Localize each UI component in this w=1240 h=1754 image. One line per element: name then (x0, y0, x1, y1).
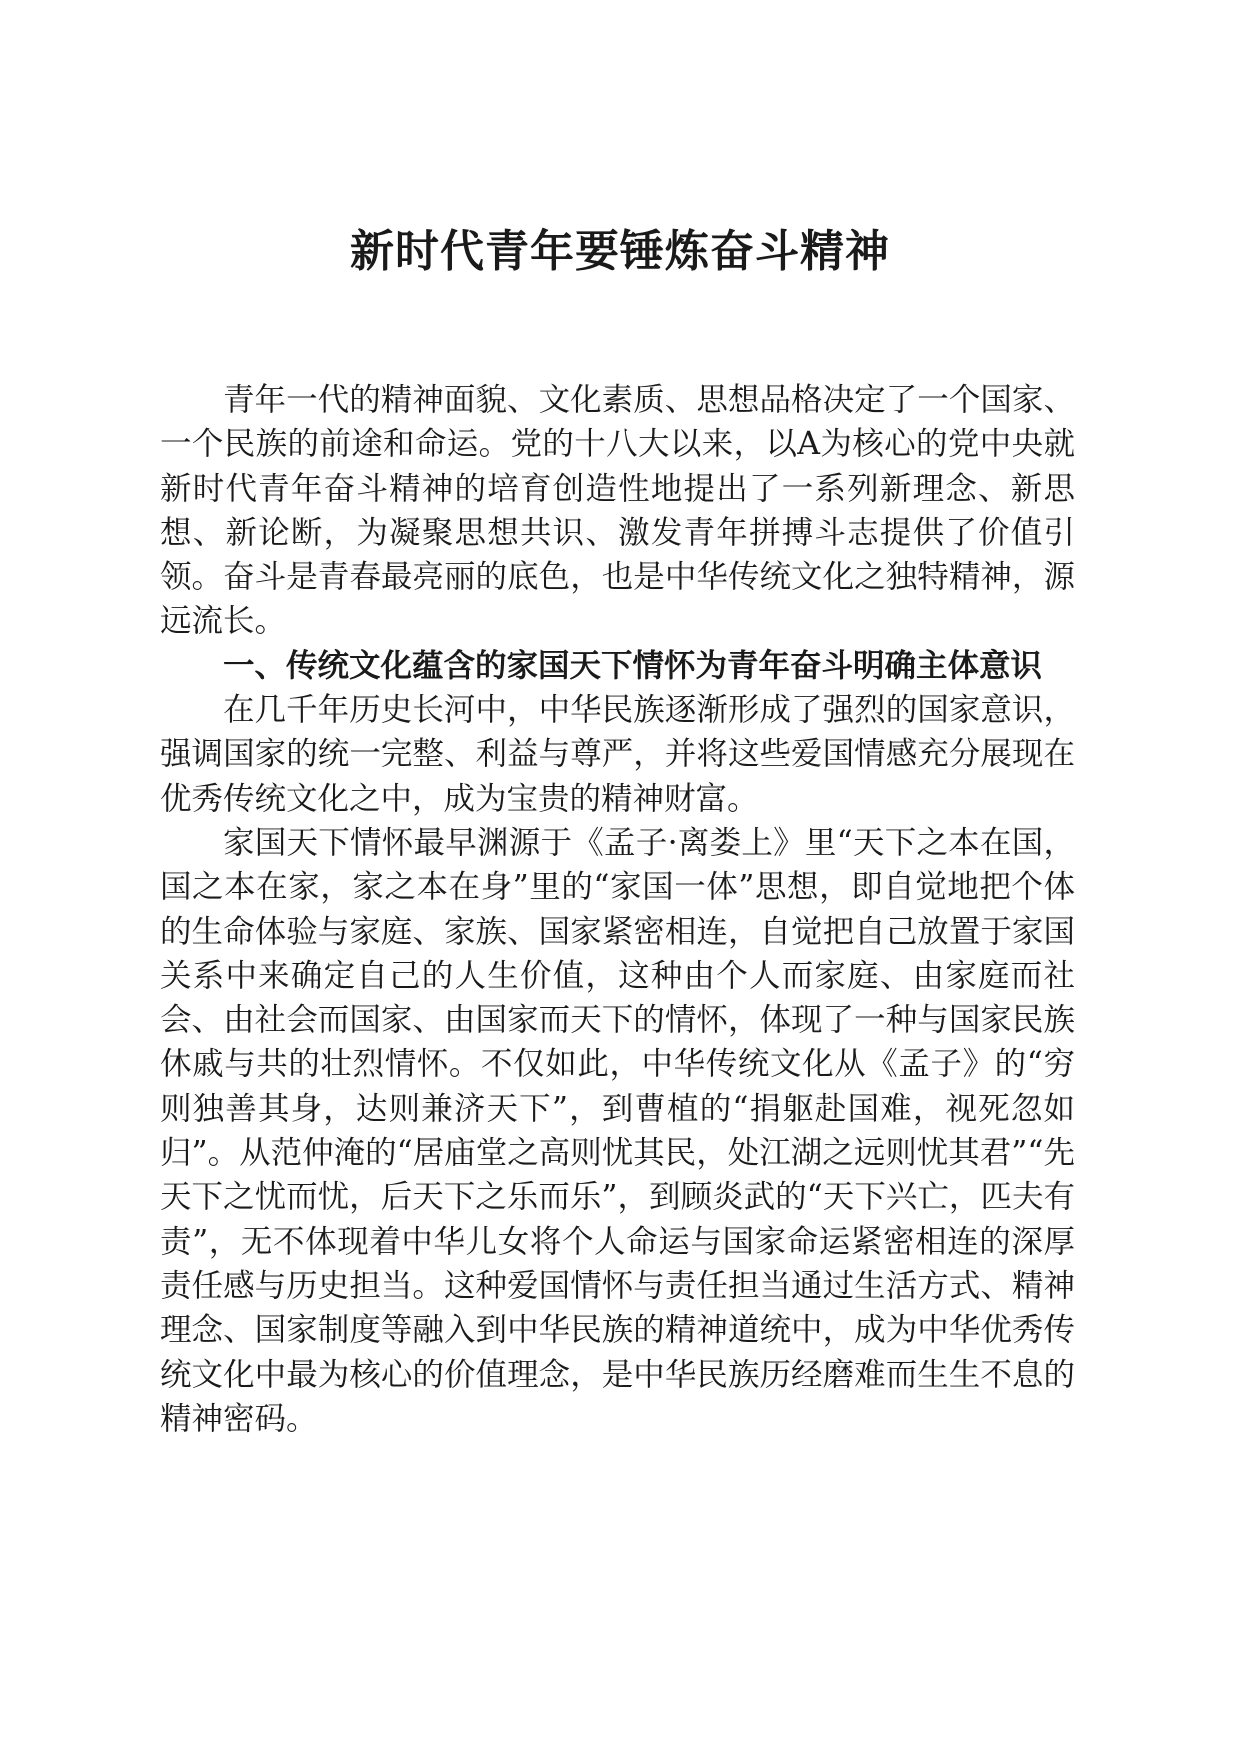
intro-paragraph: 青年一代的精神面貌、文化素质、思想品格决定了一个国家、一个民族的前途和命运。党的十八大以来，以A为核心的党中央就新时代青年奋斗精神的培育创造性地提出了一系列新理念、新思想、新论断，为凝聚思想共识、激发青年拼搏斗志提供了价值引领。奋斗是青春最亮丽的底色，也是中华传统文化之独特精神，源远流长。 (160, 382, 1075, 640)
section-paragraph: 家国天下情怀最早渊源于《孟子·离娄上》里“天下之本在国，国之本在家，家之本在身”里的“家国一体”思想，即自觉地把个体的生命体验与家庭、家族、国家紧密相连，自觉把自己放置于家国关系中来确定自己的人生价值，这种由个人而家庭、由家庭而社会、由社会而国家、由国家而天下的情怀，体现了一种与国家民族休戚与共的壮烈情怀。不仅如此，中华传统文化从《孟子》的“穷则独善其身，达则兼济天下”，到曹植的“捐躯赴国难，视死忽如归”。从范仲淹的“居庙堂之高则忧其民，处江湖之远则忧其君”“先天下之忧而忧，后天下之乐而乐”，到顾炎武的“天下兴亡，匹夫有责”，无不体现着中华儿女将个人命运与国家命运紧密相连的深厚责任感与历史担当。这种爱国情怀与责任担当通过生活方式、精神理念、国家制度等融入到中华民族的精神道统中，成为中华优秀传统文化中最为核心的价值理念，是中华民族历经磨难而生生不息的精神密码。 (160, 824, 1075, 1437)
document-title: 新时代青年要锤炼奋斗精神 (350, 226, 890, 277)
section-paragraph: 在几千年历史长河中，中华民族逐渐形成了强烈的国家意识，强调国家的统一完整、利益与尊严，并将这些爱国情感充分展现在优秀传统文化之中，成为宝贵的精神财富。 (160, 692, 1075, 817)
document-body (160, 378, 1075, 1441)
section-heading: 一、传统文化蕴含的家国天下情怀为青年奋斗明确主体意识 (223, 647, 1043, 684)
